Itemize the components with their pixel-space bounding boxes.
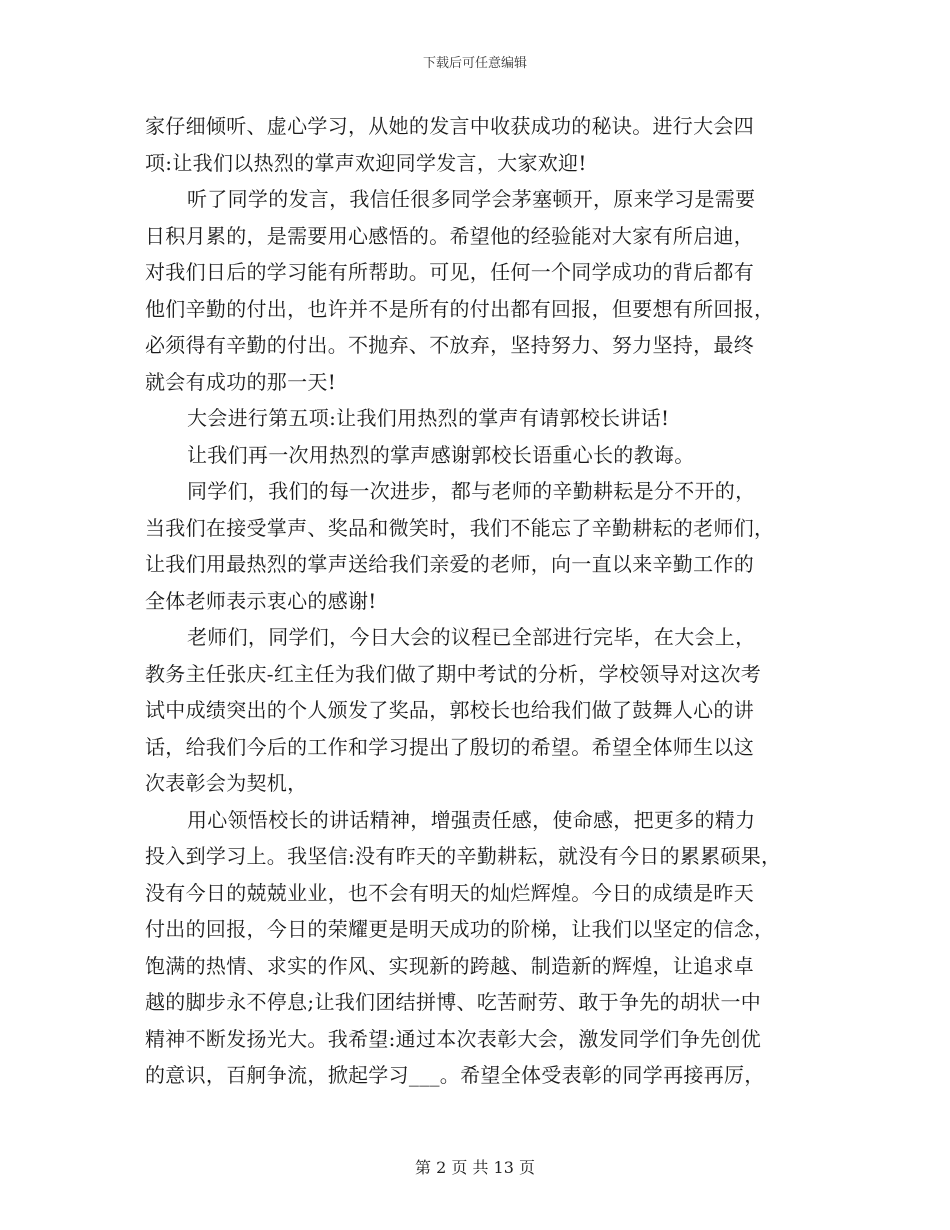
text-line: 教务主任张庆-红主任为我们做了期中考试的分析，学校领导对这次考 xyxy=(145,661,762,686)
text-line: 用心领悟校长的讲话精神，增强责任感，使命感，把更多的精力 xyxy=(187,807,756,832)
text-line: 项:让我们以热烈的掌声欢迎同学发言，大家欢迎! xyxy=(145,150,587,175)
text-line: 当我们在接受掌声、奖品和微笑时，我们不能忘了辛勤耕耘的老师们， xyxy=(145,515,775,540)
text-line: 没有今日的兢兢业业，也不会有明天的灿烂辉煌。今日的成绩是昨天 xyxy=(145,880,754,905)
text-line: 话，给我们今后的工作和学习提出了殷切的希望。希望全体师生以这 xyxy=(145,734,754,759)
text-line: 老师们，同学们，今日大会的议程已全部进行完毕，在大会上， xyxy=(187,625,756,649)
text-line: 让我们再一次用热烈的掌声感谢郭校长语重心长的教诲。 xyxy=(187,442,695,467)
text-line: 就会有成功的那一天! xyxy=(145,369,337,394)
document-body xyxy=(145,108,825,1094)
text-line: 越的脚步永不停息;让我们团结拼博、吃苦耐劳、敢于争先的胡状一中 xyxy=(145,990,762,1014)
text-line: 的意识，百舸争流，掀起学习___。希望全体受表彰的同学再接再厉， xyxy=(145,1063,765,1087)
text-line: 同学们，我们的每一次进步，都与老师的辛勤耕耘是分不开的， xyxy=(187,479,756,503)
text-line: 让我们用最热烈的掌声送给我们亲爱的老师，向一直以来辛勤工作的 xyxy=(145,552,754,576)
page-number-footer: 第 2 页 共 13 页 xyxy=(415,1158,535,1177)
text-line: 精神不断发扬光大。我希望:通过本次表彰大会，激发同学们争先创优 xyxy=(145,1026,762,1051)
text-line: 日积月累的，是需要用心感悟的。希望他的经验能对大家有所启迪， xyxy=(145,223,754,248)
text-line: 饱满的热情、求实的作风、实现新的跨越、制造新的辉煌，让追求卓 xyxy=(145,953,754,978)
text-line: 对我们日后的学习能有所帮助。可见，任何一个同学成功的背后都有 xyxy=(145,260,754,284)
page-header: 下载后可任意编辑 xyxy=(422,56,527,71)
text-line: 试中成绩突出的个人颁发了奖品，郭校长也给我们做了鼓舞人心的讲 xyxy=(145,698,754,722)
text-line: 投入到学习上。我坚信:没有昨天的辛勤耕耘，就没有今日的累累硕果， xyxy=(145,844,782,868)
text-line: 次表彰会为契机， xyxy=(145,771,308,795)
text-line: 他们辛勤的付出，也许并不是所有的付出都有回报，但要想有所回报， xyxy=(145,296,775,321)
text-line: 付出的回报，今日的荣耀更是明天成功的阶梯，让我们以坚定的信念， xyxy=(145,917,775,941)
text-line: 大会进行第五项:让我们用热烈的掌声有请郭校长讲话! xyxy=(187,406,670,430)
text-line: 家仔细倾听、虚心学习，从她的发言中收获成功的秘诀。进行大会四 xyxy=(145,114,754,138)
text-line: 全体老师表示衷心的感谢! xyxy=(145,588,377,613)
text-line: 听了同学的发言，我信任很多同学会茅塞顿开，原来学习是需要 xyxy=(187,187,756,211)
text-line: 必须得有辛勤的付出。不抛弃、不放弃，坚持努力、努力坚持，最终 xyxy=(145,333,754,357)
